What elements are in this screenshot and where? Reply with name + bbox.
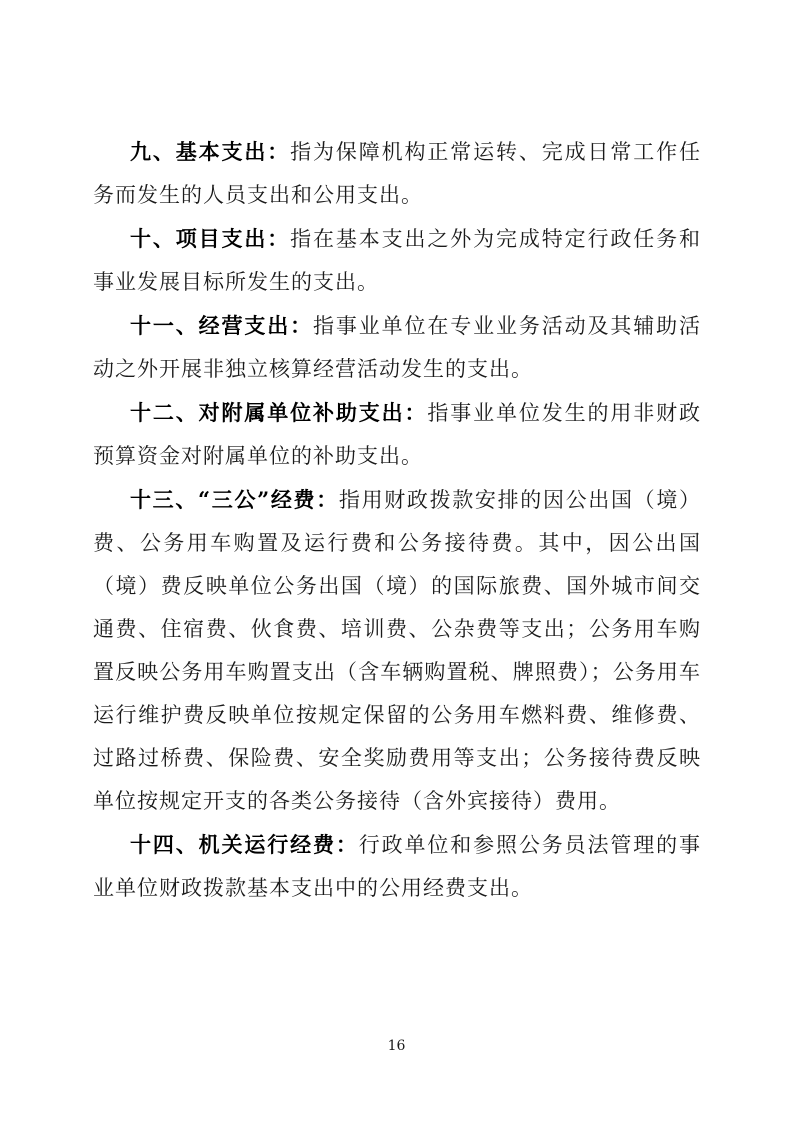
page-number: 16: [387, 1038, 406, 1054]
paragraph: [93, 304, 701, 391]
term-label: 十三、“三公”经费：: [130, 487, 339, 512]
paragraph-text: 指事业单位在专业业务活动及其辅助活动之外开展非独立核算经营活动发生的支出。: [93, 314, 701, 381]
term-label: 十二、对附属单位补助支出：: [130, 400, 428, 425]
term-label: 十四、机关运行经费：: [130, 832, 359, 857]
paragraph: [93, 823, 701, 910]
paragraph-text: 行政单位和参照公务员法管理的事业单位财政拨款基本支出中的公用经费支出。: [93, 833, 701, 900]
term-label: 十一、经营支出：: [130, 313, 313, 338]
paragraph-text: 指用财政拨款安排的因公出国（境）费、公务用车购置及运行费和公务接待费。其中，因公出国（境）费反映单位公务出国（境）的国际旅费、国外城市间交通费、住宿费、伙食费、培训费、公杂费等支出；公务用车购置反映公务用车购置支出（含车辆购置税、牌照费）；公务用车运行维护费反映单位按规定保留的公务用车燃料费、维修费、过路过桥费、保险费、安全奖励费用等支出；公务接待费反映单位按规定开支的各类公务接待（含外宾接待）费用。: [93, 488, 701, 813]
paragraph-text: 指在基本支出之外为完成特定行政任务和事业发展目标所发生的支出。: [93, 227, 701, 294]
paragraph-text: 指为保障机构正常运转、完成日常工作任务而发生的人员支出和公用支出。: [93, 140, 701, 207]
page-footer: [0, 1036, 793, 1056]
paragraph: [93, 478, 701, 823]
paragraph-text: 指事业单位发生的用非财政预算资金对附属单位的补助支出。: [93, 401, 701, 468]
paragraph: [93, 391, 701, 478]
term-label: 十、项目支出：: [130, 226, 291, 251]
term-label: 九、基本支出：: [130, 139, 291, 164]
paragraph: [93, 130, 701, 217]
document-body: [93, 130, 701, 910]
paragraph: [93, 217, 701, 304]
